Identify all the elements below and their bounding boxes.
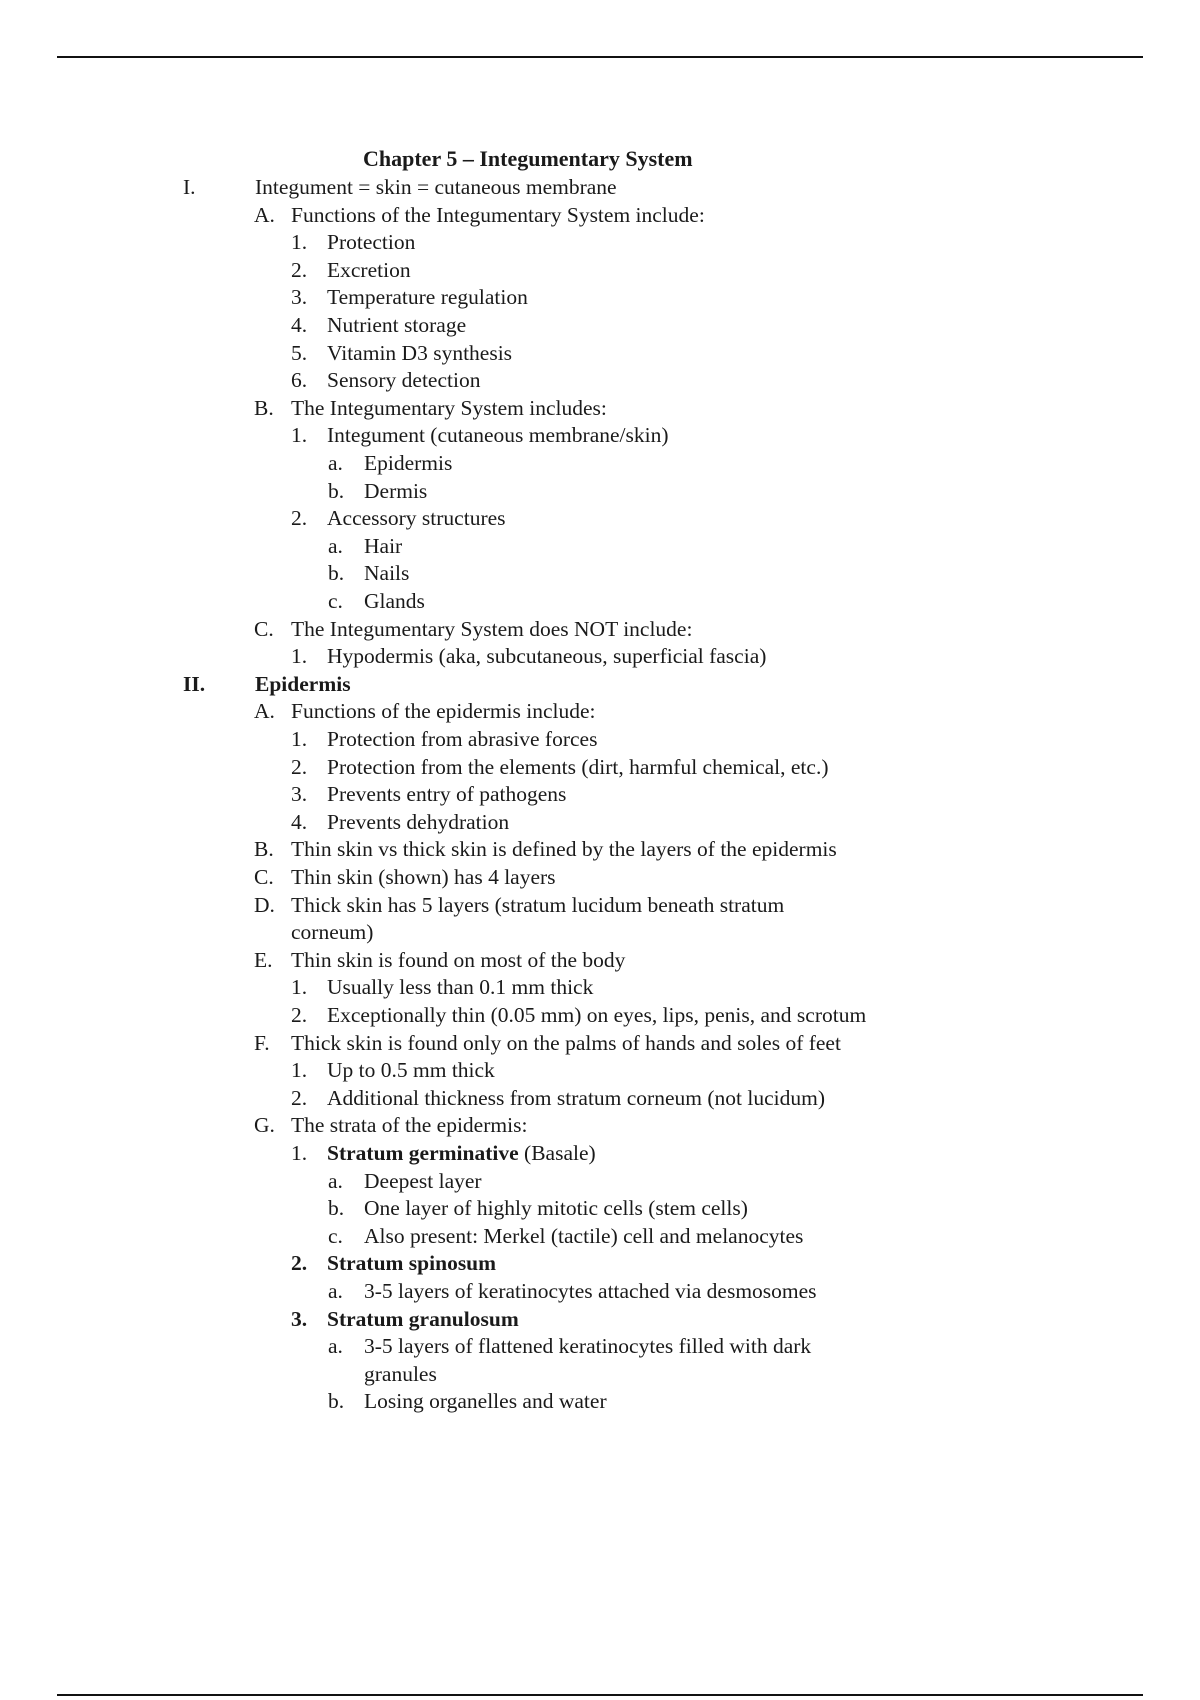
outline-item-text: Excretion <box>327 257 411 282</box>
outline-item-text <box>327 1250 496 1277</box>
outline-item-text: Prevents dehydration <box>327 809 510 834</box>
outline-item-text: Up to 0.5 mm thick <box>327 1058 495 1083</box>
outline-item-label: G. <box>254 1113 275 1138</box>
outline-item-text: Losing organelles and water <box>364 1389 607 1414</box>
outline-item-label: a. <box>328 1168 343 1193</box>
outline-item-label: b. <box>328 1196 345 1221</box>
outline-item-suffix: (Basale) <box>518 1141 596 1165</box>
outline-item-label: b. <box>328 478 345 503</box>
outline-item-label: 2. <box>291 506 308 531</box>
outline-item-label: C. <box>254 865 274 889</box>
outline-item-label: 2. <box>291 1003 308 1027</box>
outline-item-label: 3. <box>291 1306 308 1331</box>
outline-item-text: Prevents entry of pathogens <box>327 782 567 807</box>
outline-item-text: Dermis <box>364 478 428 503</box>
outline-item-text: Vitamin D3 synthesis <box>327 340 513 365</box>
outline-item-label: B. <box>254 837 274 862</box>
outline-item-text: granules <box>364 1361 437 1386</box>
outline-item-text: Accessory structures <box>327 506 506 531</box>
outline-item-text: The Integumentary System does NOT include: <box>291 616 693 641</box>
outline-item-label: A. <box>254 202 275 227</box>
outline-item-label: A. <box>254 699 275 724</box>
outline-item-text: Thick skin has 5 layers (stratum lucidum beneath stratum <box>291 892 785 917</box>
outline-item-label: b. <box>328 561 345 586</box>
outline-item-label: c. <box>328 589 343 613</box>
outline-item-text: Thin skin (shown) has 4 layers <box>291 865 556 889</box>
outline-item-label: 3. <box>291 782 308 807</box>
outline-item-text: Hair <box>364 533 403 558</box>
outline-item-text: 3-5 layers of keratinocytes attached via desmosomes <box>364 1279 817 1303</box>
outline-item-bold-text: Stratum germinative <box>327 1141 519 1165</box>
outline-item-label: 1. <box>291 727 308 751</box>
outline-item-label: B. <box>254 395 274 420</box>
outline-item-text: Additional thickness from stratum corneum (not lucidum) <box>327 1085 825 1110</box>
outline-item-label: C. <box>254 616 274 641</box>
outline-item-label: 1. <box>291 644 308 669</box>
outline-item-label: 2. <box>291 257 308 282</box>
outline-item-label: 4. <box>291 809 308 834</box>
outline-item-label: 1. <box>291 975 308 1000</box>
outline-item-text: Integument = skin = cutaneous membrane <box>255 175 617 199</box>
outline-item-text: Glands <box>364 589 425 613</box>
outline-item-label: 2. <box>291 1085 308 1110</box>
outline-item-label: E. <box>254 947 273 972</box>
outline-item-label: b. <box>328 1389 345 1414</box>
outline-item-label: D. <box>254 892 275 917</box>
outline-item-text: Temperature regulation <box>327 285 528 310</box>
outline-item-text: Deepest layer <box>364 1168 482 1193</box>
outline-item-text: Epidermis <box>364 451 453 475</box>
outline-item-text: Integument (cutaneous membrane/skin) <box>327 423 669 448</box>
outline-item-text: Usually less than 0.1 mm thick <box>327 975 594 1000</box>
outline-item-label: I. <box>183 175 196 199</box>
outline-item-label: a. <box>328 1334 343 1359</box>
outline-item-text: Protection from abrasive forces <box>327 727 598 751</box>
outline-item-text <box>327 1306 519 1333</box>
outline-item-label: 1. <box>291 230 308 255</box>
bottom-divider <box>57 1694 1143 1696</box>
outline-item-bold-text: Stratum spinosum <box>327 1251 497 1276</box>
outline-item-text <box>255 671 351 698</box>
outline-item-label: 3. <box>291 285 308 310</box>
outline-item-label: c. <box>328 1223 343 1248</box>
outline-item-text: Thin skin is found on most of the body <box>291 947 626 972</box>
outline-item-label: 1. <box>291 1058 308 1083</box>
outline-item-label: a. <box>328 1279 343 1303</box>
outline-item-label: F. <box>254 1030 270 1055</box>
top-divider <box>57 56 1143 58</box>
outline-item-text: Exceptionally thin (0.05 mm) on eyes, lips, penis, and scrotum <box>327 1003 867 1027</box>
outline-item-text <box>327 1140 596 1167</box>
outline-item-text: Protection from the elements (dirt, harmful chemical, etc.) <box>327 754 829 779</box>
outline-item-text: Also present: Merkel (tactile) cell and melanocytes <box>364 1223 804 1248</box>
outline-item-bold-text: Epidermis <box>255 671 351 696</box>
outline-item-label: 1. <box>291 423 308 448</box>
outline-item-text: Protection <box>327 230 416 255</box>
outline-item-label: 6. <box>291 368 308 393</box>
outline-item-label: 2. <box>291 754 308 779</box>
outline-item-text: Nails <box>364 561 410 586</box>
outline-item-label: 5. <box>291 340 308 365</box>
outline-item-bold-text: Stratum granulosum <box>327 1306 519 1331</box>
outline-item-text: One layer of highly mitotic cells (stem cells) <box>364 1196 748 1221</box>
outline-item-label: 4. <box>291 313 308 337</box>
outline-item-text: Nutrient storage <box>327 313 467 337</box>
outline-item-label: 2. <box>291 1251 308 1276</box>
outline-item-text: The strata of the epidermis: <box>291 1113 528 1138</box>
outline-item-text: Hypodermis (aka, subcutaneous, superficial fascia) <box>327 644 767 669</box>
outline-item-label: a. <box>328 451 343 475</box>
outline-item-text: Sensory detection <box>327 368 481 393</box>
outline-item-label: 1. <box>291 1141 308 1165</box>
outline-item-text: Thick skin is found only on the palms of hands and soles of feet <box>291 1030 841 1055</box>
outline-item-text: 3-5 layers of flattened keratinocytes filled with dark <box>364 1334 812 1359</box>
outline-item-text: corneum) <box>291 920 374 945</box>
outline-item-label: a. <box>328 533 343 558</box>
page-title: Chapter 5 – Integumentary System <box>363 146 693 171</box>
outline-item-text: Thin skin vs thick skin is defined by the layers of the epidermis <box>291 837 837 862</box>
outline-item-text: Functions of the epidermis include: <box>291 699 596 724</box>
outline-item-text: The Integumentary System includes: <box>291 395 607 420</box>
outline-item-label: II. <box>183 671 206 696</box>
outline-item-text: Functions of the Integumentary System include: <box>291 202 705 227</box>
